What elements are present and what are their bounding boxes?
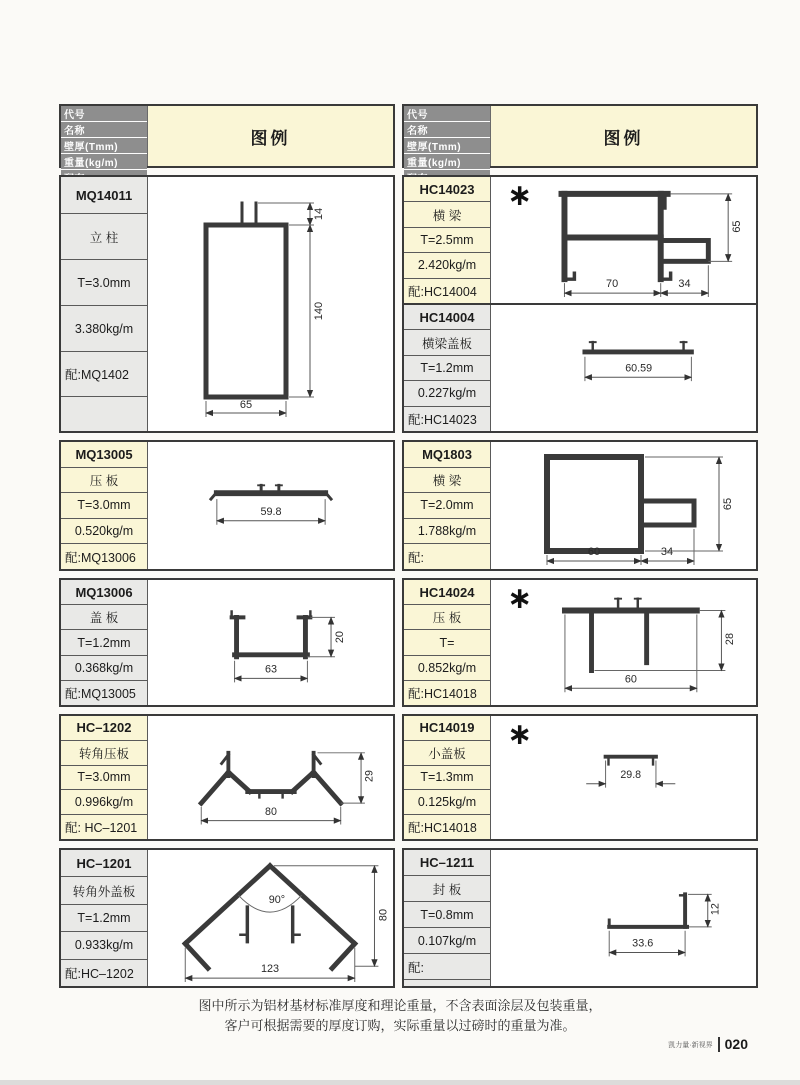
profile-drawing-svg (148, 177, 393, 431)
profile-drawing-svg (491, 716, 756, 839)
footnote-line-2: 客户可根据需要的厚度订购，实际重量以过磅时的重量为准。 (224, 1018, 576, 1034)
spec-code: HC–1201 (76, 855, 132, 871)
header-row-code: 代号 (61, 106, 147, 121)
dimension-label: 14 (313, 207, 325, 221)
spec-filler-cell (404, 979, 490, 986)
spec-code: MQ14011 (75, 187, 133, 203)
spec-weight: 0.107kg/m (404, 927, 490, 953)
dimension-label: 60 (587, 546, 601, 558)
product-block-mq13005 (59, 440, 395, 571)
dimension-label: 140 (313, 301, 325, 321)
spec-match: 配: HC–1201 (61, 814, 147, 839)
profile-drawing-area (491, 580, 756, 705)
spec-name: 立 柱 (61, 213, 147, 259)
header-row-weight: 重量(kg/m) (61, 153, 147, 169)
profile-drawing-svg (491, 580, 756, 705)
profile-drawing-svg (491, 442, 756, 569)
dimension-label: 80 (265, 805, 277, 818)
spec-thickness: T=3.0mm (61, 259, 147, 305)
dimension-label: 33.6 (632, 937, 654, 950)
product-block-mq1803 (402, 440, 758, 571)
spec-labels (61, 850, 148, 986)
asterisk-marker: ∗ (507, 582, 533, 615)
profile-drawing-svg (148, 850, 393, 986)
dimension-label: 28 (724, 633, 737, 646)
profile-drawing-svg (491, 305, 756, 431)
page-number: 020 (718, 1037, 748, 1052)
dimension-label: 34 (660, 546, 674, 558)
spec-weight: 0.996kg/m (61, 789, 147, 814)
spec-match: 配:MQ1402 (61, 351, 147, 396)
spec-match: 配:HC14004 (404, 278, 490, 303)
dimension-label: 34 (678, 278, 691, 291)
header-label-column (404, 106, 491, 169)
spec-name: 小盖板 (404, 740, 490, 765)
profile-drawing-area (148, 177, 393, 431)
spec-labels (404, 716, 491, 839)
spec-labels (404, 580, 491, 705)
product-sub-block-hc14004 (404, 303, 756, 431)
spec-code: HC14004 (419, 309, 475, 325)
profile-drawing-area (148, 716, 393, 839)
spec-thickness: T= (404, 629, 490, 654)
left-column (59, 104, 395, 988)
spec-thickness: T=1.2mm (404, 355, 490, 380)
spec-thickness: T=1.2mm (61, 904, 147, 931)
spec-code: MQ13005 (75, 446, 133, 462)
spec-thickness: T=1.2mm (61, 629, 147, 654)
profile-drawing-area (491, 305, 756, 431)
dimension-label: 12 (709, 903, 722, 916)
header-row-weight: 重量(kg/m) (404, 153, 490, 169)
spec-code: MQ1803 (422, 446, 472, 462)
dimension-label: 20 (333, 631, 346, 644)
product-block-hc14023-hc14004 (402, 175, 758, 433)
spec-thickness: T=2.5mm (404, 227, 490, 252)
header-row-code: 代号 (404, 106, 490, 121)
dimension-label: 59.8 (260, 505, 282, 518)
product-sub-block-hc14023 (404, 177, 756, 303)
header-row-thickness: 壁厚(Tmm) (404, 137, 490, 153)
profile-drawing-area (491, 716, 756, 839)
spec-weight: 0.125kg/m (404, 789, 490, 814)
spec-labels (61, 580, 148, 705)
profile-drawing-area (148, 442, 393, 569)
spec-labels (404, 442, 491, 569)
header-row-thickness: 壁厚(Tmm) (61, 137, 147, 153)
asterisk-marker: ∗ (507, 179, 533, 212)
dimension-label: 29 (363, 770, 376, 782)
spec-header-left (59, 104, 395, 168)
profile-drawing-svg (491, 850, 756, 986)
spec-code: HC14019 (419, 720, 475, 736)
spec-match: 配:MQ13005 (61, 680, 147, 705)
legend-header-cell: 图例 (148, 106, 393, 166)
asterisk-marker: ∗ (507, 718, 533, 751)
product-block-hc14024 (402, 578, 758, 707)
profile-drawing-svg (148, 716, 393, 839)
spec-name: 压 板 (61, 467, 147, 493)
page-footer (668, 1037, 748, 1052)
spec-name: 转角压板 (61, 740, 147, 765)
spec-match: 配: (404, 543, 490, 569)
spec-thickness: T=3.0mm (61, 492, 147, 518)
header-label-column (61, 106, 148, 169)
spec-weight: 3.380kg/m (61, 305, 147, 351)
spec-weight: 0.520kg/m (61, 518, 147, 544)
dimension-label: 70 (606, 278, 619, 291)
dimension-label: 90° (268, 894, 286, 907)
spec-match: 配:HC14023 (404, 406, 490, 431)
spec-labels (61, 442, 148, 569)
spec-match: 配:HC–1202 (61, 959, 147, 986)
spec-name: 封 板 (404, 875, 490, 901)
dimension-label: 80 (377, 909, 390, 922)
dimension-label: 65 (239, 399, 253, 411)
profile-drawing-area (148, 580, 393, 705)
spec-labels (404, 305, 491, 431)
profile-drawing-svg (148, 442, 393, 569)
spec-code: HC–1202 (76, 720, 132, 736)
spec-name: 横梁盖板 (404, 329, 490, 354)
dimension-label: 60 (624, 673, 637, 686)
product-block-mq13006 (59, 578, 395, 707)
spec-name: 横 梁 (404, 201, 490, 226)
spec-weight: 0.227kg/m (404, 380, 490, 405)
product-block-hc14019 (402, 714, 758, 841)
product-block-hc1201 (59, 848, 395, 988)
spec-code: HC–1211 (419, 855, 475, 870)
profile-drawing-area (148, 850, 393, 986)
spec-filler-cell (61, 396, 147, 431)
profile-drawing-area (491, 442, 756, 569)
dimension-label: 60.59 (625, 362, 653, 375)
header-row-name: 名称 (404, 121, 490, 137)
spec-name: 盖 板 (61, 604, 147, 629)
spec-thickness: T=3.0mm (61, 765, 147, 790)
spec-labels (61, 716, 148, 839)
spec-thickness: T=2.0mm (404, 492, 490, 518)
content-area (59, 104, 758, 988)
spec-labels (404, 850, 491, 986)
spec-header-right (402, 104, 758, 168)
spec-weight: 0.852kg/m (404, 655, 490, 680)
product-block-hc1202 (59, 714, 395, 841)
dimension-label: 63 (264, 663, 278, 676)
footnote-line-1: 图中所示为铝材基材标准厚度和理论重量，不含表面涂层及包装重量， (198, 998, 602, 1013)
right-column (402, 104, 758, 988)
footer-brand-text: 凯力量·新视界 (668, 1041, 713, 1049)
profile-drawing-area (491, 850, 756, 986)
spec-name: 横 梁 (404, 467, 490, 493)
spec-weight: 1.788kg/m (404, 518, 490, 544)
spec-code: HC14024 (419, 584, 475, 600)
spec-weight: 2.420kg/m (404, 252, 490, 277)
profile-drawing-svg (148, 580, 393, 705)
legend-header-cell: 图例 (491, 106, 756, 166)
dimension-label: 29.8 (620, 768, 642, 781)
dimension-label: 123 (260, 963, 280, 976)
product-block-mq14011 (59, 175, 395, 433)
dimension-label: 65 (722, 497, 734, 511)
spec-thickness: T=1.3mm (404, 765, 490, 790)
spec-weight: 0.933kg/m (61, 931, 147, 958)
spec-code: HC14023 (419, 181, 475, 197)
spec-match: 配:HC14018 (404, 680, 490, 705)
product-block-hc1211 (402, 848, 758, 988)
footnote (0, 996, 800, 1036)
spec-code: MQ13006 (75, 584, 133, 600)
spec-labels (404, 177, 491, 303)
spec-name: 转角外盖板 (61, 876, 147, 903)
page-edge-strip (0, 1080, 800, 1085)
spec-thickness: T=0.8mm (404, 901, 490, 927)
header-row-name: 名称 (61, 121, 147, 137)
profile-drawing-area (491, 177, 756, 303)
spec-match: 配: (404, 953, 490, 979)
dimension-label: 65 (731, 220, 744, 233)
spec-labels (61, 177, 148, 431)
spec-weight: 0.368kg/m (61, 655, 147, 680)
profile-drawing-svg (491, 177, 756, 303)
spec-match: 配:MQ13006 (61, 543, 147, 569)
spec-name: 压 板 (404, 604, 490, 629)
spec-match: 配:HC14018 (404, 814, 490, 839)
